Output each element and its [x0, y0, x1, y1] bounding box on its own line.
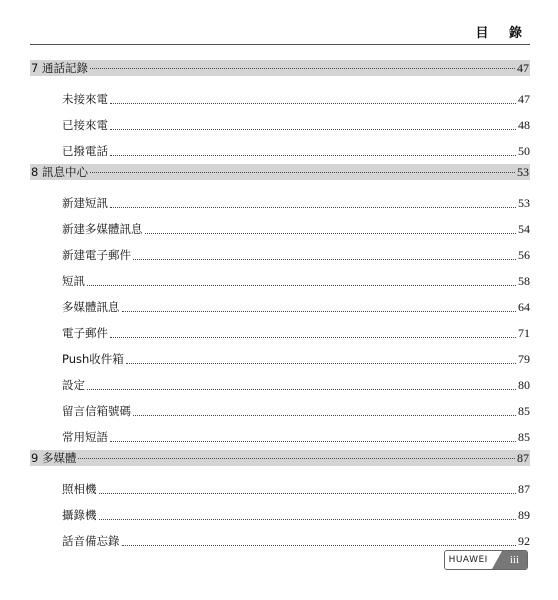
dot-leader — [87, 389, 516, 390]
dot-leader — [87, 285, 516, 286]
toc-page-number: 64 — [518, 300, 530, 314]
toc-entry[interactable] — [30, 497, 530, 523]
dot-leader — [122, 311, 517, 312]
toc-page-number: 47 — [518, 92, 530, 106]
toc-entry-title: 新建短訊 — [62, 196, 108, 210]
dot-leader — [110, 337, 516, 338]
toc-entry-title: Push收件箱 — [62, 352, 124, 366]
toc-page-number: 85 — [518, 404, 530, 418]
toc-entry-title: 攝錄機 — [62, 508, 97, 522]
table-of-contents — [30, 55, 530, 549]
toc-page-number: 89 — [518, 508, 530, 522]
toc-entry-title: 話音備忘錄 — [62, 534, 120, 548]
toc-page-number: 54 — [518, 222, 530, 236]
dot-leader — [133, 259, 516, 260]
toc-page-number: 58 — [518, 274, 530, 288]
dot-leader — [122, 545, 517, 546]
toc-page-number: 56 — [518, 248, 530, 262]
toc-entry[interactable] — [30, 367, 530, 393]
dot-leader — [110, 103, 516, 104]
toc-entry[interactable] — [30, 393, 530, 419]
toc-entry[interactable] — [30, 81, 530, 107]
toc-entry[interactable] — [30, 471, 530, 497]
dot-leader — [90, 68, 515, 69]
dot-leader — [110, 441, 516, 442]
toc-entry-title: 電子郵件 — [62, 326, 108, 340]
header-divider — [30, 44, 530, 45]
toc-page-number: 87 — [517, 450, 529, 465]
dot-leader — [133, 415, 516, 416]
toc-entry-title: 新建多媒體訊息 — [62, 222, 143, 236]
toc-chapter-9[interactable] — [30, 450, 530, 466]
toc-entry[interactable] — [30, 341, 530, 367]
footer-page-badge — [444, 550, 528, 570]
toc-chapter-title: 7 通話記錄 — [31, 61, 88, 75]
dot-leader — [99, 519, 517, 520]
dot-leader — [110, 207, 516, 208]
toc-entry[interactable] — [30, 315, 530, 341]
toc-entry-title: 多媒體訊息 — [62, 300, 120, 314]
toc-page-number: 47 — [517, 60, 529, 75]
toc-page-number: 92 — [518, 534, 530, 548]
page-title: 目 錄 — [475, 26, 530, 41]
toc-page-number: 80 — [518, 378, 530, 392]
toc-entry-title: 未接來電 — [62, 92, 108, 106]
toc-chapter-7[interactable] — [30, 60, 530, 76]
toc-page-number: 79 — [518, 352, 530, 366]
toc-entry-title: 照相機 — [62, 482, 97, 496]
toc-page-number: 71 — [518, 326, 530, 340]
toc-entry-title: 留言信箱號碼 — [62, 404, 131, 418]
toc-entry[interactable] — [30, 211, 530, 237]
toc-entry-title: 已接來電 — [62, 118, 108, 132]
toc-page-number: 50 — [518, 144, 530, 158]
toc-entry-title: 短訊 — [62, 274, 85, 288]
toc-page-number: 48 — [518, 118, 530, 132]
toc-entry[interactable] — [30, 237, 530, 263]
toc-entry[interactable] — [30, 523, 530, 549]
dot-leader — [126, 363, 516, 364]
toc-entry-title: 常用短語 — [62, 430, 108, 444]
footer-page-number: iii — [502, 551, 527, 569]
toc-chapter-title: 8 訊息中心 — [31, 165, 88, 179]
toc-page-number: 53 — [517, 164, 529, 179]
brand-logo-text: HUAWEI — [445, 551, 502, 569]
toc-chapter-8[interactable] — [30, 164, 530, 180]
toc-entry-title: 設定 — [62, 378, 85, 392]
toc-chapter-title: 9 多媒體 — [31, 451, 77, 465]
dot-leader — [99, 493, 517, 494]
dot-leader — [145, 233, 517, 234]
toc-page-number: 53 — [518, 196, 530, 210]
toc-entry[interactable] — [30, 419, 530, 445]
toc-entry[interactable] — [30, 185, 530, 211]
toc-entry[interactable] — [30, 133, 530, 159]
dot-leader — [110, 155, 516, 156]
dot-leader — [90, 172, 515, 173]
dot-leader — [110, 129, 516, 130]
toc-page-number: 85 — [518, 430, 530, 444]
toc-entry[interactable] — [30, 263, 530, 289]
toc-entry[interactable] — [30, 107, 530, 133]
toc-page-number: 87 — [518, 482, 530, 496]
toc-entry-title: 已撥電話 — [62, 144, 108, 158]
toc-entry[interactable] — [30, 289, 530, 315]
toc-entry-title: 新建電子郵件 — [62, 248, 131, 262]
dot-leader — [78, 458, 515, 459]
